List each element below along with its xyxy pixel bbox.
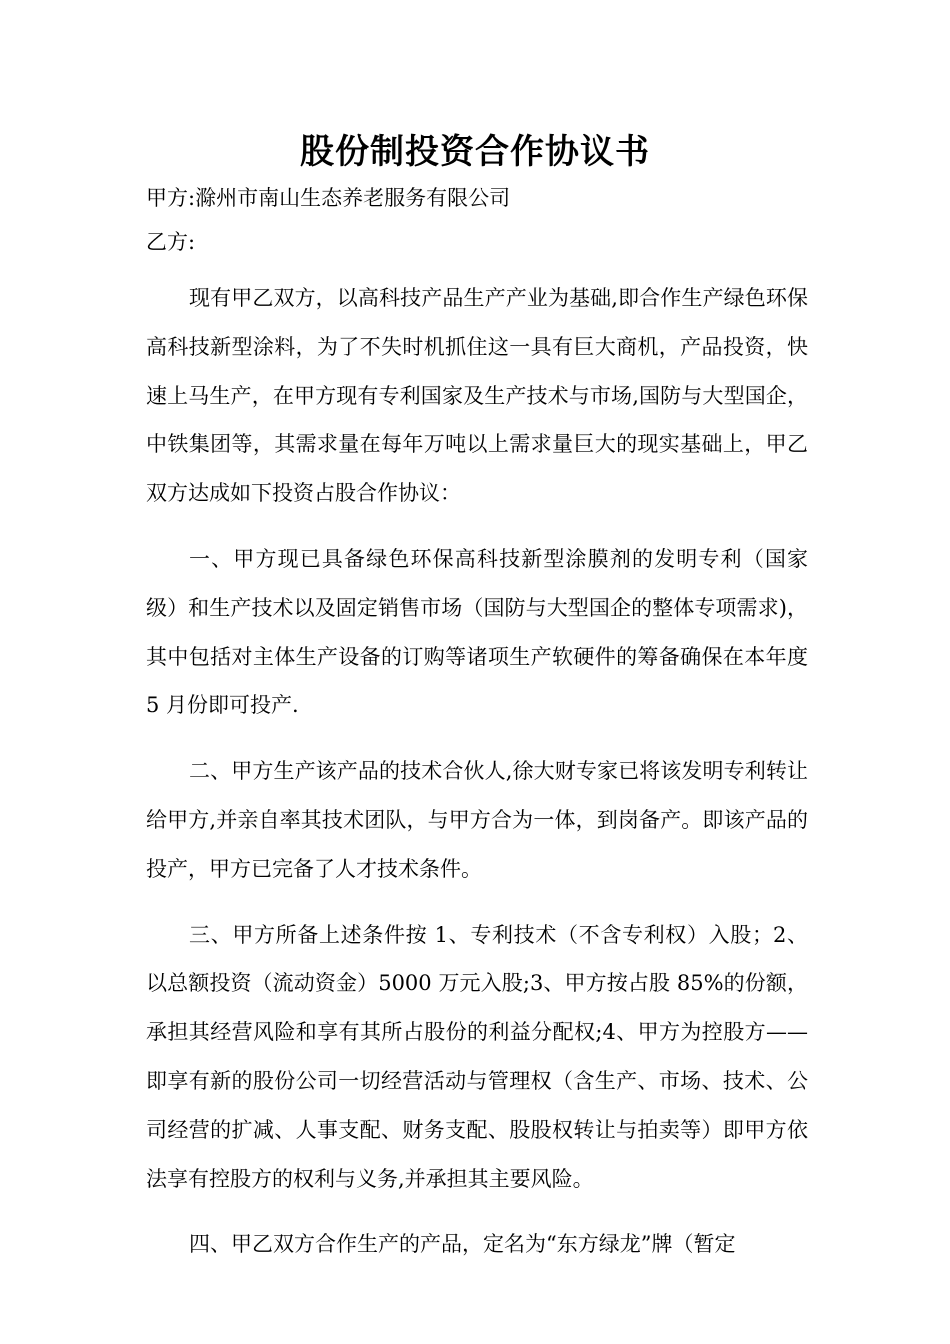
paragraph-clause-1: 一、甲方现已具备绿色环保高科技新型涂膜剂的发明专利（国家级）和生产技术以及固定销售市场（国防与大型国企的整体专项需求)，其中包括对主体生产设备的订购等诸项生产软硬件的筹备确保在本年度 5 月份即可投产.	[146, 546, 808, 718]
party-b-line: 乙方:	[146, 230, 196, 254]
paragraph-clause-2: 二、甲方生产该产品的技术合伙人,徐大财专家已将该发明专利转让给甲方,并亲自率其技术团队，与甲方合为一体，到岗备产。即该产品的投产，甲方已完备了人才技术条件。	[146, 759, 808, 881]
paragraph-clause-3: 三、甲方所备上述条件按 1、专利技术（不含专利权）入股；2、以总额投资（流动资金）5000 万元入股;3、甲方按占股 85%的份额，承担其经营风险和享有其所占股份的利益分配权;4、甲方为控股方——即享有新的股份公司一切经营活动与管理权（含生产、市场、技术、公司经营的扩减、人事支配、财务支配、股股权转让与拍卖等）即甲方依法享有控股方的权利与义务,并承担其主要风险。	[146, 922, 808, 1191]
paragraph-intro: 现有甲乙双方，以高科技产品生产产业为基础,即合作生产绿色环保高科技新型涂料，为了不失时机抓住这一具有巨大商机，产品投资，快速上马生产，在甲方现有专利国家及生产技术与市场,国防与大型国企，中铁集团等，其需求量在每年万吨以上需求量巨大的现实基础上，甲乙双方达成如下投资占股合作协议：	[146, 286, 808, 506]
document-title: 股份制投资合作协议书	[300, 132, 650, 172]
paragraph-clause-4: 四、甲乙双方合作生产的产品，定名为“东方绿龙”牌（暂定	[189, 1232, 736, 1257]
document-body	[146, 180, 808, 1269]
party-a-line: 甲方:滁州市南山生态养老服务有限公司	[146, 186, 511, 210]
